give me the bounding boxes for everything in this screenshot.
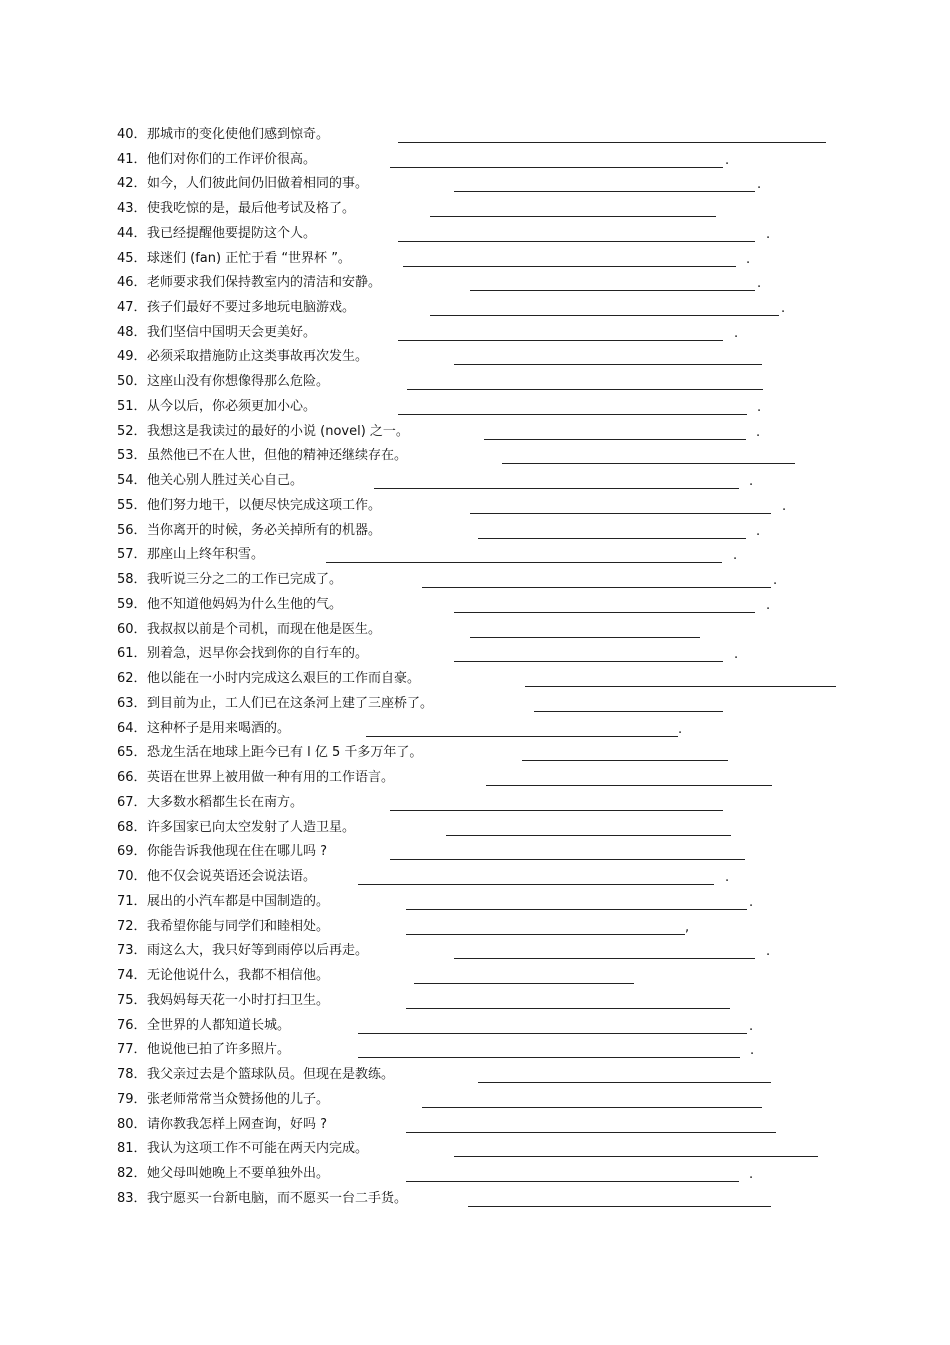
question-number: 77． [117, 1042, 147, 1057]
question-number: 48． [117, 325, 147, 340]
question-number: 66． [117, 770, 147, 785]
answer-blank-line[interactable] [358, 884, 714, 885]
question-number: 42． [117, 176, 147, 191]
ending-punctuation: . [766, 227, 771, 242]
answer-blank-line[interactable] [358, 1033, 747, 1034]
question-number: 62． [117, 671, 147, 686]
answer-blank-line[interactable] [470, 290, 755, 291]
question-row [117, 1090, 877, 1114]
question-number: 61． [117, 646, 147, 661]
question-number: 40． [117, 127, 147, 142]
question-number: 70． [117, 869, 147, 884]
question-row [117, 644, 877, 668]
question-number: 72． [117, 919, 147, 934]
question-number: 53． [117, 448, 147, 463]
question-row [117, 669, 877, 693]
question-number: 60． [117, 622, 147, 637]
ending-punctuation: . [749, 1019, 754, 1034]
question-row [117, 150, 877, 174]
question-number: 46． [117, 275, 147, 290]
question-row [117, 1115, 877, 1139]
answer-blank-line[interactable] [525, 686, 836, 687]
question-row [117, 570, 877, 594]
question-text: 雨这么大，我只好等到雨停以后再走。 [147, 943, 369, 958]
question-text: 请你教我怎样上网查询，好吗 ? [147, 1117, 328, 1132]
question-text: 球迷们 (fan) 正忙于看 “世界杯 ”。 [147, 251, 351, 266]
question-text: 他不知道他妈妈为什么生他的气。 [147, 597, 343, 612]
question-text: 当你离开的时候，务必关掉所有的机器。 [147, 523, 382, 538]
question-text: 他关心别人胜过关心自己。 [147, 473, 304, 488]
question-number: 81． [117, 1141, 147, 1156]
question-row [117, 471, 877, 495]
question-row [117, 323, 877, 347]
answer-blank-line[interactable] [406, 909, 747, 910]
question-text: 无论他说什么，我都不相信他。 [147, 968, 330, 983]
question-text: 那座山上终年积雪。 [147, 547, 265, 562]
question-text: 别着急，迟早你会找到你的自行车的。 [147, 646, 369, 661]
ending-punctuation: . [749, 1167, 754, 1182]
question-row [117, 719, 877, 743]
question-row [117, 1016, 877, 1040]
answer-blank-line[interactable] [406, 1008, 730, 1009]
ending-punctuation: . [757, 177, 762, 192]
question-row [117, 1065, 877, 1089]
question-number: 65． [117, 745, 147, 760]
answer-blank-line[interactable] [406, 934, 685, 935]
answer-blank-line[interactable] [398, 241, 755, 242]
question-text: 展出的小汽车都是中国制造的。 [147, 894, 330, 909]
question-text: 她父母叫她晚上不要单独外出。 [147, 1166, 330, 1181]
question-number: 47． [117, 300, 147, 315]
answer-blank-line[interactable] [454, 1156, 818, 1157]
question-row [117, 1040, 877, 1064]
question-text: 他们努力地干，以便尽快完成这项工作。 [147, 498, 382, 513]
question-text: 他说他已拍了许多照片。 [147, 1042, 291, 1057]
question-number: 59． [117, 597, 147, 612]
answer-blank-line[interactable] [454, 191, 755, 192]
question-text: 我已经提醒他要提防这个人。 [147, 226, 317, 241]
question-row [117, 966, 877, 990]
answer-blank-line[interactable] [478, 538, 746, 539]
question-text: 全世界的人都知道长城。 [147, 1018, 291, 1033]
question-text: 我们坚信中国明天会更美好。 [147, 325, 317, 340]
question-number: 79． [117, 1092, 147, 1107]
ending-punctuation: , [685, 920, 690, 935]
question-number: 44． [117, 226, 147, 241]
question-text: 我父亲过去是个篮球队员。但现在是教练。 [147, 1067, 395, 1082]
question-number: 76． [117, 1018, 147, 1033]
answer-blank-line[interactable] [446, 835, 731, 836]
question-text: 我听说三分之二的工作已完成了。 [147, 572, 343, 587]
question-number: 57． [117, 547, 147, 562]
question-number: 75． [117, 993, 147, 1008]
ending-punctuation: . [749, 474, 754, 489]
question-row [117, 1139, 877, 1163]
question-number: 41． [117, 152, 147, 167]
question-row [117, 1164, 877, 1188]
ending-punctuation: . [766, 598, 771, 613]
question-row [117, 545, 877, 569]
question-text: 我妈妈每天花一小时打扫卫生。 [147, 993, 330, 1008]
question-row [117, 743, 877, 767]
answer-blank-line[interactable] [406, 1132, 776, 1133]
answer-blank-line[interactable] [454, 364, 762, 365]
ending-punctuation: . [781, 301, 786, 316]
answer-blank-line[interactable] [414, 983, 634, 984]
question-row [117, 941, 877, 965]
question-number: 64． [117, 721, 147, 736]
question-text: 我认为这项工作不可能在两天内完成。 [147, 1141, 369, 1156]
ending-punctuation: . [773, 573, 778, 588]
answer-blank-line[interactable] [390, 810, 723, 811]
answer-blank-line[interactable] [486, 785, 772, 786]
question-number: 43． [117, 201, 147, 216]
ending-punctuation: . [725, 153, 730, 168]
question-text: 我宁愿买一台新电脑，而不愿买一台二手货。 [147, 1191, 408, 1206]
question-number: 50． [117, 374, 147, 389]
ending-punctuation: . [749, 895, 754, 910]
question-row [117, 397, 877, 421]
question-text: 英语在世界上被用做一种有用的工作语言。 [147, 770, 395, 785]
answer-blank-line[interactable] [390, 859, 745, 860]
ending-punctuation: . [757, 276, 762, 291]
answer-blank-line[interactable] [484, 439, 746, 440]
question-row [117, 917, 877, 941]
question-text: 如今，人们彼此间仍旧做着相同的事。 [147, 176, 369, 191]
question-row [117, 125, 877, 149]
question-number: 63． [117, 696, 147, 711]
question-row [117, 595, 877, 619]
answer-blank-line[interactable] [470, 637, 700, 638]
question-row [117, 793, 877, 817]
question-row [117, 620, 877, 644]
question-text: 这种杯子是用来喝酒的。 [147, 721, 291, 736]
question-text: 许多国家已向太空发射了人造卫星。 [147, 820, 356, 835]
question-number: 49． [117, 349, 147, 364]
question-text: 到目前为止，工人们已在这条河上建了三座桥了。 [147, 696, 434, 711]
ending-punctuation: . [734, 647, 739, 662]
question-row [117, 842, 877, 866]
ending-punctuation: . [756, 524, 761, 539]
answer-blank-line[interactable] [326, 562, 722, 563]
question-text: 使我吃惊的是，最后他考试及格了。 [147, 201, 356, 216]
answer-blank-line[interactable] [403, 266, 736, 267]
ending-punctuation: . [757, 400, 762, 415]
question-number: 56． [117, 523, 147, 538]
question-text: 张老师常常当众赞扬他的儿子。 [147, 1092, 330, 1107]
question-row [117, 199, 877, 223]
question-row [117, 818, 877, 842]
question-text: 恐龙生活在地球上距今已有 l 亿 5 千多万年了。 [147, 745, 423, 760]
answer-blank-line[interactable] [406, 1181, 739, 1182]
question-text: 从今以后，你必须更加小心。 [147, 399, 317, 414]
answer-blank-line[interactable] [430, 315, 779, 316]
answer-blank-line[interactable] [358, 1057, 740, 1058]
question-number: 71． [117, 894, 147, 909]
answer-blank-line[interactable] [478, 1082, 771, 1083]
ending-punctuation: . [678, 722, 683, 737]
ending-punctuation: . [766, 944, 771, 959]
question-row [117, 174, 877, 198]
question-number: 51． [117, 399, 147, 414]
answer-blank-line[interactable] [522, 760, 728, 761]
answer-blank-line[interactable] [534, 711, 723, 712]
ending-punctuation: . [746, 252, 751, 267]
answer-blank-line[interactable] [468, 1206, 771, 1207]
answer-blank-line[interactable] [398, 340, 723, 341]
question-number: 52． [117, 424, 147, 439]
question-number: 58． [117, 572, 147, 587]
answer-blank-line[interactable] [398, 414, 747, 415]
question-row [117, 372, 877, 396]
question-number: 80． [117, 1117, 147, 1132]
question-text: 我想这是我读过的最好的小说 (novel) 之一。 [147, 424, 409, 439]
question-text: 这座山没有你想像得那么危险。 [147, 374, 330, 389]
question-row [117, 694, 877, 718]
answer-blank-line[interactable] [366, 736, 678, 737]
ending-punctuation: . [733, 548, 738, 563]
answer-blank-line[interactable] [430, 216, 716, 217]
answer-blank-line[interactable] [422, 1107, 762, 1108]
question-row [117, 496, 877, 520]
question-number: 82． [117, 1166, 147, 1181]
ending-punctuation: . [750, 1043, 755, 1058]
question-text: 我叔叔以前是个司机，而现在他是医生。 [147, 622, 382, 637]
question-row [117, 347, 877, 371]
question-row [117, 298, 877, 322]
ending-punctuation: . [756, 425, 761, 440]
question-text: 大多数水稻都生长在南方。 [147, 795, 304, 810]
question-row [117, 521, 877, 545]
question-row [117, 249, 877, 273]
question-text: 他们对你们的工作评价很高。 [147, 152, 317, 167]
question-text: 那城市的变化使他们感到惊奇。 [147, 127, 330, 142]
question-number: 78． [117, 1067, 147, 1082]
ending-punctuation: . [734, 326, 739, 341]
question-text: 孩子们最好不要过多地玩电脑游戏。 [147, 300, 356, 315]
question-text: 他以能在一小时内完成这么艰巨的工作而自豪。 [147, 671, 421, 686]
question-row [117, 991, 877, 1015]
answer-blank-line[interactable] [454, 661, 723, 662]
question-row [117, 1189, 877, 1213]
question-number: 67． [117, 795, 147, 810]
question-row [117, 768, 877, 792]
question-number: 54． [117, 473, 147, 488]
question-row [117, 422, 877, 446]
question-number: 55． [117, 498, 147, 513]
question-row [117, 224, 877, 248]
question-number: 74． [117, 968, 147, 983]
answer-blank-line[interactable] [374, 488, 739, 489]
answer-blank-line[interactable] [502, 463, 795, 464]
answer-blank-line[interactable] [422, 587, 771, 588]
question-row [117, 446, 877, 470]
question-text: 老师要求我们保持教室内的清洁和安静。 [147, 275, 382, 290]
answer-blank-line[interactable] [407, 389, 763, 390]
question-text: 他不仅会说英语还会说法语。 [147, 869, 317, 884]
question-number: 69． [117, 844, 147, 859]
question-number: 83． [117, 1191, 147, 1206]
question-row [117, 892, 877, 916]
question-number: 68． [117, 820, 147, 835]
question-number: 45． [117, 251, 147, 266]
ending-punctuation: . [725, 870, 730, 885]
answer-blank-line[interactable] [470, 513, 771, 514]
answer-blank-line[interactable] [398, 142, 826, 143]
question-text: 虽然他已不在人世，但他的精神还继续存在。 [147, 448, 408, 463]
answer-blank-line[interactable] [390, 167, 723, 168]
answer-blank-line[interactable] [454, 612, 755, 613]
answer-blank-line[interactable] [454, 958, 755, 959]
question-text: 你能告诉我他现在住在哪儿吗 ? [147, 844, 328, 859]
ending-punctuation: . [782, 499, 787, 514]
question-text: 必须采取措施防止这类事故再次发生。 [147, 349, 369, 364]
question-text: 我希望你能与同学们和睦相处。 [147, 919, 330, 934]
question-row [117, 273, 877, 297]
question-number: 73． [117, 943, 147, 958]
question-row [117, 867, 877, 891]
